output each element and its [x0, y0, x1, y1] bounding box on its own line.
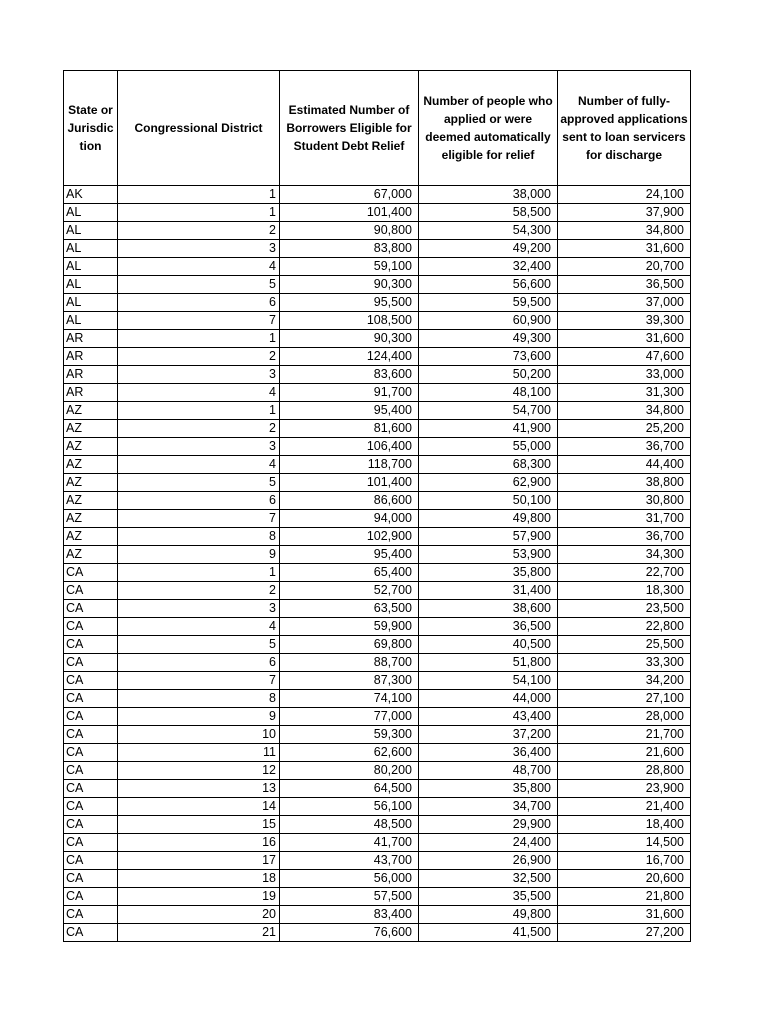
- state-cell: AR: [64, 330, 118, 348]
- applied-cell: 59,500: [419, 294, 558, 312]
- applied-cell: 48,100: [419, 384, 558, 402]
- eligible-borrowers-cell: 69,800: [280, 636, 419, 654]
- state-cell: CA: [64, 744, 118, 762]
- table-row: [64, 456, 691, 474]
- state-cell: CA: [64, 690, 118, 708]
- district-cell: 9: [118, 546, 280, 564]
- eligible-borrowers-cell: 59,100: [280, 258, 419, 276]
- table-row: [64, 348, 691, 366]
- eligible-borrowers-cell: 118,700: [280, 456, 419, 474]
- applied-cell: 57,900: [419, 528, 558, 546]
- applied-cell: 43,400: [419, 708, 558, 726]
- table-row: [64, 258, 691, 276]
- district-cell: 5: [118, 474, 280, 492]
- approved-cell: 21,400: [558, 798, 691, 816]
- approved-cell: 20,700: [558, 258, 691, 276]
- district-cell: 16: [118, 834, 280, 852]
- state-cell: AZ: [64, 420, 118, 438]
- approved-cell: 24,100: [558, 186, 691, 204]
- district-cell: 4: [118, 618, 280, 636]
- district-cell: 10: [118, 726, 280, 744]
- state-cell: CA: [64, 708, 118, 726]
- eligible-borrowers-cell: 59,900: [280, 618, 419, 636]
- state-cell: AL: [64, 258, 118, 276]
- eligible-borrowers-cell: 74,100: [280, 690, 419, 708]
- table-row: [64, 366, 691, 384]
- approved-cell: 14,500: [558, 834, 691, 852]
- eligible-borrowers-cell: 48,500: [280, 816, 419, 834]
- state-cell: CA: [64, 564, 118, 582]
- table-row: [64, 420, 691, 438]
- state-cell: AR: [64, 384, 118, 402]
- approved-cell: 21,700: [558, 726, 691, 744]
- applied-cell: 34,700: [419, 798, 558, 816]
- approved-cell: 28,800: [558, 762, 691, 780]
- eligible-borrowers-cell: 56,100: [280, 798, 419, 816]
- applied-cell: 62,900: [419, 474, 558, 492]
- state-cell: CA: [64, 888, 118, 906]
- table-row: [64, 204, 691, 222]
- approved-cell: 34,800: [558, 222, 691, 240]
- header-approved-applications: Number of fully-approved applications sent to loan servicers for discharge: [558, 71, 691, 186]
- table-row: [64, 240, 691, 258]
- approved-cell: 21,800: [558, 888, 691, 906]
- table-row: [64, 834, 691, 852]
- header-applied-or-eligible: Number of people who applied or were deemed automatically eligible for relief: [419, 71, 558, 186]
- table-row: [64, 816, 691, 834]
- table-row: [64, 672, 691, 690]
- applied-cell: 49,800: [419, 906, 558, 924]
- table-row: [64, 762, 691, 780]
- applied-cell: 38,600: [419, 600, 558, 618]
- state-cell: CA: [64, 762, 118, 780]
- state-cell: CA: [64, 672, 118, 690]
- eligible-borrowers-cell: 95,400: [280, 402, 419, 420]
- approved-cell: 22,700: [558, 564, 691, 582]
- eligible-borrowers-cell: 106,400: [280, 438, 419, 456]
- applied-cell: 32,500: [419, 870, 558, 888]
- approved-cell: 28,000: [558, 708, 691, 726]
- approved-cell: 27,100: [558, 690, 691, 708]
- approved-cell: 22,800: [558, 618, 691, 636]
- state-cell: AR: [64, 348, 118, 366]
- eligible-borrowers-cell: 94,000: [280, 510, 419, 528]
- approved-cell: 39,300: [558, 312, 691, 330]
- approved-cell: 23,900: [558, 780, 691, 798]
- applied-cell: 35,500: [419, 888, 558, 906]
- applied-cell: 60,900: [419, 312, 558, 330]
- applied-cell: 32,400: [419, 258, 558, 276]
- table-row: [64, 510, 691, 528]
- district-cell: 2: [118, 582, 280, 600]
- table-row: [64, 600, 691, 618]
- eligible-borrowers-cell: 80,200: [280, 762, 419, 780]
- eligible-borrowers-cell: 57,500: [280, 888, 419, 906]
- applied-cell: 31,400: [419, 582, 558, 600]
- district-cell: 15: [118, 816, 280, 834]
- table-header: [64, 71, 691, 186]
- table-row: [64, 474, 691, 492]
- state-cell: AZ: [64, 528, 118, 546]
- district-cell: 1: [118, 564, 280, 582]
- eligible-borrowers-cell: 87,300: [280, 672, 419, 690]
- state-cell: AK: [64, 186, 118, 204]
- state-cell: AR: [64, 366, 118, 384]
- state-cell: CA: [64, 618, 118, 636]
- applied-cell: 29,900: [419, 816, 558, 834]
- state-cell: AZ: [64, 510, 118, 528]
- approved-cell: 37,900: [558, 204, 691, 222]
- table-row: [64, 384, 691, 402]
- state-cell: AL: [64, 240, 118, 258]
- eligible-borrowers-cell: 86,600: [280, 492, 419, 510]
- approved-cell: 18,400: [558, 816, 691, 834]
- state-cell: CA: [64, 780, 118, 798]
- applied-cell: 36,500: [419, 618, 558, 636]
- approved-cell: 44,400: [558, 456, 691, 474]
- district-cell: 1: [118, 330, 280, 348]
- district-cell: 18: [118, 870, 280, 888]
- table-row: [64, 276, 691, 294]
- approved-cell: 33,300: [558, 654, 691, 672]
- applied-cell: 50,200: [419, 366, 558, 384]
- approved-cell: 25,200: [558, 420, 691, 438]
- eligible-borrowers-cell: 59,300: [280, 726, 419, 744]
- district-cell: 3: [118, 438, 280, 456]
- approved-cell: 27,200: [558, 924, 691, 942]
- district-cell: 8: [118, 528, 280, 546]
- header-estimated-borrowers: Estimated Number of Borrowers Eligible for Student Debt Relief: [280, 71, 419, 186]
- district-cell: 8: [118, 690, 280, 708]
- table-row: [64, 186, 691, 204]
- district-cell: 1: [118, 402, 280, 420]
- district-cell: 20: [118, 906, 280, 924]
- data-table: [63, 70, 691, 942]
- applied-cell: 35,800: [419, 564, 558, 582]
- district-cell: 2: [118, 222, 280, 240]
- eligible-borrowers-cell: 64,500: [280, 780, 419, 798]
- eligible-borrowers-cell: 95,500: [280, 294, 419, 312]
- district-cell: 19: [118, 888, 280, 906]
- table-row: [64, 870, 691, 888]
- table-body: [64, 186, 691, 942]
- state-cell: AZ: [64, 492, 118, 510]
- approved-cell: 34,800: [558, 402, 691, 420]
- eligible-borrowers-cell: 83,400: [280, 906, 419, 924]
- applied-cell: 53,900: [419, 546, 558, 564]
- eligible-borrowers-cell: 77,000: [280, 708, 419, 726]
- eligible-borrowers-cell: 90,300: [280, 276, 419, 294]
- district-cell: 21: [118, 924, 280, 942]
- district-cell: 3: [118, 240, 280, 258]
- eligible-borrowers-cell: 67,000: [280, 186, 419, 204]
- state-cell: CA: [64, 870, 118, 888]
- table-row: [64, 924, 691, 942]
- applied-cell: 49,200: [419, 240, 558, 258]
- table-row: [64, 564, 691, 582]
- table-row: [64, 492, 691, 510]
- state-cell: CA: [64, 834, 118, 852]
- approved-cell: 31,600: [558, 240, 691, 258]
- applied-cell: 54,700: [419, 402, 558, 420]
- applied-cell: 68,300: [419, 456, 558, 474]
- applied-cell: 58,500: [419, 204, 558, 222]
- district-cell: 2: [118, 348, 280, 366]
- district-cell: 11: [118, 744, 280, 762]
- state-cell: AZ: [64, 546, 118, 564]
- eligible-borrowers-cell: 65,400: [280, 564, 419, 582]
- approved-cell: 20,600: [558, 870, 691, 888]
- approved-cell: 30,800: [558, 492, 691, 510]
- district-cell: 3: [118, 600, 280, 618]
- district-cell: 6: [118, 654, 280, 672]
- applied-cell: 36,400: [419, 744, 558, 762]
- eligible-borrowers-cell: 83,800: [280, 240, 419, 258]
- approved-cell: 38,800: [558, 474, 691, 492]
- district-cell: 4: [118, 384, 280, 402]
- applied-cell: 24,400: [419, 834, 558, 852]
- approved-cell: 21,600: [558, 744, 691, 762]
- header-row: [64, 71, 691, 186]
- eligible-borrowers-cell: 62,600: [280, 744, 419, 762]
- header-congressional-district: Congressional District: [118, 71, 280, 186]
- table-row: [64, 582, 691, 600]
- state-cell: AZ: [64, 402, 118, 420]
- state-cell: CA: [64, 906, 118, 924]
- table-row: [64, 330, 691, 348]
- eligible-borrowers-cell: 83,600: [280, 366, 419, 384]
- state-cell: CA: [64, 924, 118, 942]
- district-cell: 1: [118, 186, 280, 204]
- district-cell: 4: [118, 258, 280, 276]
- applied-cell: 54,300: [419, 222, 558, 240]
- district-cell: 7: [118, 312, 280, 330]
- approved-cell: 31,300: [558, 384, 691, 402]
- eligible-borrowers-cell: 90,300: [280, 330, 419, 348]
- table-row: [64, 312, 691, 330]
- district-cell: 6: [118, 294, 280, 312]
- eligible-borrowers-cell: 108,500: [280, 312, 419, 330]
- applied-cell: 50,100: [419, 492, 558, 510]
- district-cell: 7: [118, 672, 280, 690]
- table-row: [64, 402, 691, 420]
- applied-cell: 49,800: [419, 510, 558, 528]
- state-cell: AZ: [64, 456, 118, 474]
- applied-cell: 73,600: [419, 348, 558, 366]
- state-cell: CA: [64, 852, 118, 870]
- eligible-borrowers-cell: 88,700: [280, 654, 419, 672]
- approved-cell: 34,300: [558, 546, 691, 564]
- approved-cell: 36,500: [558, 276, 691, 294]
- applied-cell: 48,700: [419, 762, 558, 780]
- table-row: [64, 690, 691, 708]
- approved-cell: 23,500: [558, 600, 691, 618]
- state-cell: CA: [64, 654, 118, 672]
- state-cell: AL: [64, 222, 118, 240]
- table-row: [64, 906, 691, 924]
- applied-cell: 56,600: [419, 276, 558, 294]
- state-cell: AZ: [64, 474, 118, 492]
- table-row: [64, 528, 691, 546]
- eligible-borrowers-cell: 76,600: [280, 924, 419, 942]
- state-cell: AL: [64, 294, 118, 312]
- applied-cell: 51,800: [419, 654, 558, 672]
- table-row: [64, 618, 691, 636]
- applied-cell: 41,500: [419, 924, 558, 942]
- table-row: [64, 636, 691, 654]
- table-row: [64, 744, 691, 762]
- district-cell: 3: [118, 366, 280, 384]
- eligible-borrowers-cell: 102,900: [280, 528, 419, 546]
- state-cell: AZ: [64, 438, 118, 456]
- table-row: [64, 780, 691, 798]
- district-cell: 12: [118, 762, 280, 780]
- table-row: [64, 888, 691, 906]
- applied-cell: 54,100: [419, 672, 558, 690]
- eligible-borrowers-cell: 41,700: [280, 834, 419, 852]
- eligible-borrowers-cell: 56,000: [280, 870, 419, 888]
- state-cell: CA: [64, 798, 118, 816]
- table-row: [64, 654, 691, 672]
- approved-cell: 31,600: [558, 906, 691, 924]
- eligible-borrowers-cell: 43,700: [280, 852, 419, 870]
- applied-cell: 35,800: [419, 780, 558, 798]
- table-row: [64, 222, 691, 240]
- eligible-borrowers-cell: 52,700: [280, 582, 419, 600]
- approved-cell: 34,200: [558, 672, 691, 690]
- table-row: [64, 294, 691, 312]
- applied-cell: 37,200: [419, 726, 558, 744]
- district-cell: 13: [118, 780, 280, 798]
- approved-cell: 31,700: [558, 510, 691, 528]
- applied-cell: 49,300: [419, 330, 558, 348]
- applied-cell: 44,000: [419, 690, 558, 708]
- district-cell: 1: [118, 204, 280, 222]
- eligible-borrowers-cell: 63,500: [280, 600, 419, 618]
- table-row: [64, 546, 691, 564]
- eligible-borrowers-cell: 101,400: [280, 204, 419, 222]
- district-cell: 5: [118, 636, 280, 654]
- applied-cell: 26,900: [419, 852, 558, 870]
- applied-cell: 38,000: [419, 186, 558, 204]
- table-row: [64, 726, 691, 744]
- state-cell: CA: [64, 636, 118, 654]
- district-cell: 9: [118, 708, 280, 726]
- state-cell: AL: [64, 312, 118, 330]
- eligible-borrowers-cell: 124,400: [280, 348, 419, 366]
- district-cell: 14: [118, 798, 280, 816]
- table-row: [64, 798, 691, 816]
- district-cell: 17: [118, 852, 280, 870]
- approved-cell: 25,500: [558, 636, 691, 654]
- applied-cell: 41,900: [419, 420, 558, 438]
- eligible-borrowers-cell: 81,600: [280, 420, 419, 438]
- approved-cell: 36,700: [558, 528, 691, 546]
- table-row: [64, 852, 691, 870]
- approved-cell: 37,000: [558, 294, 691, 312]
- applied-cell: 55,000: [419, 438, 558, 456]
- district-cell: 5: [118, 276, 280, 294]
- state-cell: CA: [64, 600, 118, 618]
- header-state: State or Jurisdic tion: [64, 71, 118, 186]
- eligible-borrowers-cell: 91,700: [280, 384, 419, 402]
- table-row: [64, 708, 691, 726]
- district-cell: 7: [118, 510, 280, 528]
- district-cell: 6: [118, 492, 280, 510]
- state-cell: CA: [64, 816, 118, 834]
- eligible-borrowers-cell: 90,800: [280, 222, 419, 240]
- state-cell: CA: [64, 582, 118, 600]
- approved-cell: 36,700: [558, 438, 691, 456]
- table-row: [64, 438, 691, 456]
- state-cell: AL: [64, 276, 118, 294]
- approved-cell: 33,000: [558, 366, 691, 384]
- approved-cell: 16,700: [558, 852, 691, 870]
- approved-cell: 18,300: [558, 582, 691, 600]
- eligible-borrowers-cell: 95,400: [280, 546, 419, 564]
- state-cell: AL: [64, 204, 118, 222]
- district-cell: 2: [118, 420, 280, 438]
- approved-cell: 31,600: [558, 330, 691, 348]
- applied-cell: 40,500: [419, 636, 558, 654]
- eligible-borrowers-cell: 101,400: [280, 474, 419, 492]
- district-cell: 4: [118, 456, 280, 474]
- approved-cell: 47,600: [558, 348, 691, 366]
- state-cell: CA: [64, 726, 118, 744]
